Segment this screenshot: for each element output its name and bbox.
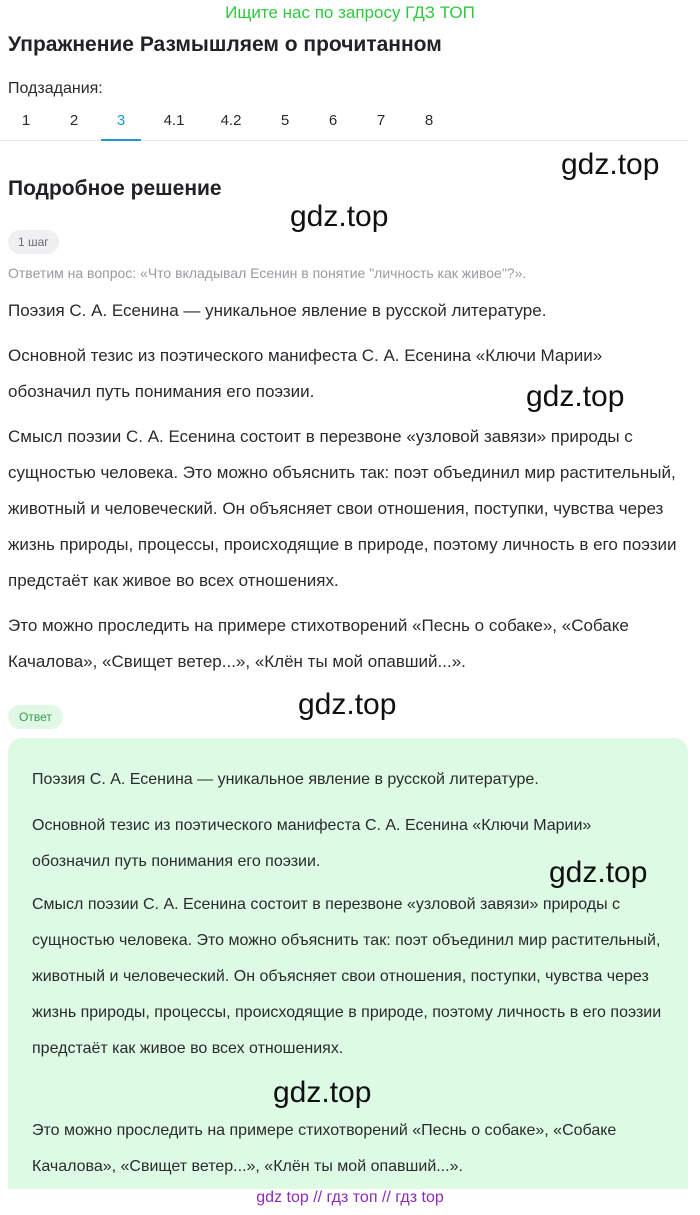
- answer-paragraph-3: Смысл поэзии С. А. Есенина состоит в перезвоне «узловой завязи» природы с сущностью человека. Это можно объяснить так: поэт объединил мир растительный, животный и человеческий. Он объясняет свои отношения, поступки, чувства через жизнь природы, процессы, происходящие в природе, поэтому личность в его поэзии предстаёт как живое во всех отношениях.: [32, 896, 662, 1057]
- search-banner: Ищите нас по запросу ГДЗ ТОП: [225, 3, 475, 22]
- watermark: gdz.top: [549, 856, 648, 889]
- page-title: Упражнение Размышляем о прочитанном: [8, 33, 442, 56]
- tab-2[interactable]: 2: [69, 112, 79, 129]
- solution-question: Ответим на вопрос: «Что вкладывал Есенин в понятие "личность как живое"?».: [8, 265, 527, 281]
- watermark: gdz.top: [273, 1076, 372, 1109]
- tab-6[interactable]: 6: [328, 112, 338, 129]
- tab-4-1[interactable]: 4.1: [163, 112, 185, 129]
- answer-paragraph-4: Это можно проследить на примере стихотворений «Песнь о собаке», «Собаке Качалова», «Свищет ветер...», «Клён ты мой опавший...».: [32, 1122, 617, 1175]
- footer-links: gdz top // гдз топ // гдз top: [256, 1189, 444, 1206]
- solution-paragraph-1: Поэзия С. А. Есенина — уникальное явление в русской литературе.: [8, 301, 547, 320]
- answer-badge: Ответ: [8, 705, 63, 729]
- solution-title: Подробное решение: [8, 177, 222, 200]
- step-badge: 1 шаг: [8, 230, 59, 254]
- watermark: gdz.top: [298, 688, 397, 721]
- tab-3[interactable]: 3: [101, 104, 141, 141]
- answer-paragraph-1: Поэзия С. А. Есенина — уникальное явление в русской литературе.: [32, 771, 539, 788]
- watermark: gdz.top: [290, 200, 389, 233]
- solution-paragraph-4: Это можно проследить на примере стихотворений «Песнь о собаке», «Собаке Качалова», «Свищет ветер...», «Клён ты мой опавший...».: [8, 616, 629, 671]
- solution-paragraph-2: Основной тезис из поэтического манифеста С. А. Есенина «Ключи Марии» обозначил путь понимания его поэзии.: [8, 346, 603, 401]
- solution-paragraph-3: Смысл поэзии С. А. Есенина состоит в перезвоне «узловой завязи» природы с сущностью человека. Это можно объяснить так: поэт объединил мир растительный, животный и человеческий. Он объясняет свои отношения, поступки, чувства через жизнь природы, процессы, происходящие в природе, поэтому личность в его поэзии предстаёт как живое во всех отношениях.: [8, 427, 677, 590]
- tab-4-2[interactable]: 4.2: [220, 112, 242, 129]
- subtasks-label: Подзадания:: [8, 80, 103, 97]
- subtask-tabs: [0, 104, 688, 141]
- tab-8[interactable]: 8: [424, 112, 434, 129]
- watermark: gdz.top: [561, 148, 660, 181]
- tab-1[interactable]: 1: [21, 112, 31, 129]
- answer-paragraph-2: Основной тезис из поэтического манифеста С. А. Есенина «Ключи Марии» обозначил путь понимания его поэзии.: [32, 817, 592, 870]
- tab-7[interactable]: 7: [376, 112, 386, 129]
- tab-5[interactable]: 5: [280, 112, 290, 129]
- watermark: gdz.top: [526, 380, 625, 413]
